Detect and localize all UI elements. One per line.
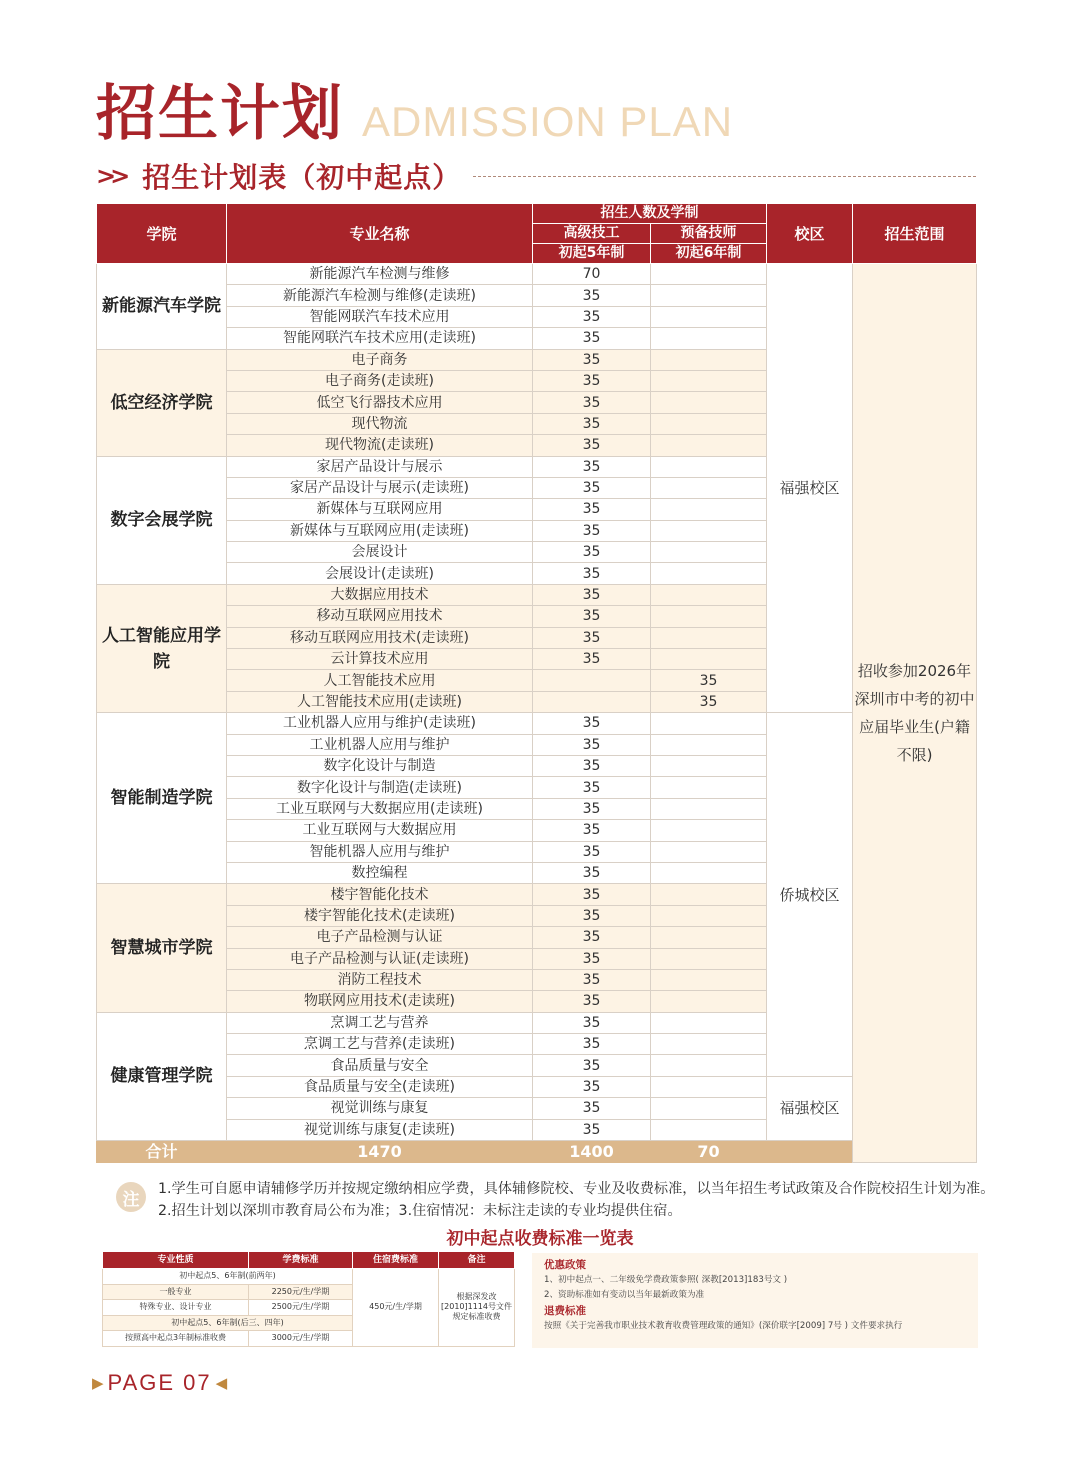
enroll-6yr — [651, 734, 767, 755]
enroll-6yr — [651, 755, 767, 776]
fee-head-lodging: 住宿费标准 — [353, 1252, 439, 1269]
major-name: 工业互联网与大数据应用(走读班) — [227, 798, 533, 819]
major-name: 数控编程 — [227, 862, 533, 883]
title-cn: 招生计划 — [96, 79, 344, 149]
enroll-5yr: 35 — [533, 884, 651, 905]
enroll-6yr: 35 — [651, 670, 767, 691]
fee-row-type: 一般专业 — [103, 1284, 249, 1300]
major-name: 家居产品设计与展示(走读班) — [227, 477, 533, 498]
major-name: 电子商务 — [227, 349, 533, 370]
enroll-5yr: 35 — [533, 1076, 651, 1097]
fee-head-remark: 备注 — [439, 1252, 515, 1269]
note-icon: 注 — [116, 1182, 146, 1212]
enroll-6yr — [651, 1098, 767, 1119]
admission-scope: 招收参加2026年深圳市中考的初中应届毕业生(户籍不限) — [853, 264, 977, 1163]
major-name: 电子商务(走读班) — [227, 370, 533, 391]
fee-row-tuition: 2500元/生/学期 — [249, 1300, 353, 1316]
note-line-1: 1.学生可自愿申请辅修学历并按规定缴纳相应学费，具体辅修院校、专业及收费标准，以当年招生考试政策及合作院校招生计划为准。 — [158, 1181, 995, 1197]
major-name: 智能网联汽车技术应用(走读班) — [227, 328, 533, 349]
enroll-6yr — [651, 649, 767, 670]
enroll-5yr: 35 — [533, 1098, 651, 1119]
major-name: 新媒体与互联网应用(走读班) — [227, 520, 533, 541]
enroll-5yr: 35 — [533, 435, 651, 456]
enroll-6yr — [651, 905, 767, 926]
college-name: 人工智能应用学院 — [97, 584, 227, 712]
major-name: 新能源汽车检测与维修(走读班) — [227, 285, 533, 306]
enroll-5yr: 35 — [533, 584, 651, 605]
notes — [116, 1178, 996, 1222]
table-row — [97, 713, 977, 734]
enroll-5yr: 35 — [533, 969, 651, 990]
major-name: 电子产品检测与认证(走读班) — [227, 948, 533, 969]
page-number — [92, 1370, 227, 1396]
college-name: 健康管理学院 — [97, 1012, 227, 1140]
fee-table — [102, 1251, 515, 1347]
policy-line: 1、初中起点一、二年级免学费政策参照( 深教[2013]183号文 ) — [544, 1275, 788, 1285]
total-all: 1470 — [227, 1141, 533, 1163]
enroll-5yr: 35 — [533, 755, 651, 776]
major-name: 烹调工艺与营养(走读班) — [227, 1034, 533, 1055]
enroll-5yr: 35 — [533, 627, 651, 648]
enroll-5yr: 35 — [533, 413, 651, 434]
major-name: 视觉训练与康复 — [227, 1098, 533, 1119]
enroll-5yr: 35 — [533, 1119, 651, 1140]
major-name: 家居产品设计与展示 — [227, 456, 533, 477]
enroll-5yr: 35 — [533, 349, 651, 370]
fee-row-type: 按照高中起点3年制标准收费 — [103, 1331, 249, 1347]
major-name: 工业互联网与大数据应用 — [227, 820, 533, 841]
enroll-6yr — [651, 264, 767, 285]
enroll-5yr: 35 — [533, 927, 651, 948]
enroll-5yr: 35 — [533, 777, 651, 798]
major-name: 会展设计(走读班) — [227, 563, 533, 584]
enroll-5yr: 35 — [533, 948, 651, 969]
enroll-6yr — [651, 820, 767, 841]
major-name: 楼宇智能化技术(走读班) — [227, 905, 533, 926]
college-name: 智慧城市学院 — [97, 884, 227, 1012]
header-years-5: 初起5年制 — [533, 244, 651, 264]
enroll-5yr — [533, 691, 651, 712]
enroll-6yr — [651, 606, 767, 627]
enroll-5yr: 70 — [533, 264, 651, 285]
enroll-6yr: 35 — [651, 691, 767, 712]
enroll-5yr: 35 — [533, 370, 651, 391]
enroll-5yr: 35 — [533, 820, 651, 841]
enroll-5yr: 35 — [533, 1055, 651, 1076]
major-name: 大数据应用技术 — [227, 584, 533, 605]
triangle-right-icon: ▶ — [92, 1374, 104, 1392]
enroll-6yr — [651, 306, 767, 327]
policy-line: 按照《关于完善我市职业技术教育收费管理政策的通知》(深价联字[2009] 7号 ) 文件要求执行 — [544, 1321, 903, 1331]
enroll-6yr — [651, 1119, 767, 1140]
college-name: 智能制造学院 — [97, 713, 227, 884]
enroll-6yr — [651, 584, 767, 605]
double-chevron-icon: >> — [96, 162, 125, 190]
enroll-6yr — [651, 499, 767, 520]
enroll-5yr: 35 — [533, 905, 651, 926]
header-type-senior: 高级技工 — [533, 224, 651, 244]
enroll-5yr: 35 — [533, 1034, 651, 1055]
enroll-6yr — [651, 1055, 767, 1076]
enroll-5yr: 35 — [533, 1012, 651, 1033]
major-name: 楼宇智能化技术 — [227, 884, 533, 905]
header-enroll-group: 招生人数及学制 — [533, 204, 767, 224]
title-en: ADMISSION PLAN — [362, 98, 734, 145]
enroll-6yr — [651, 477, 767, 498]
table-row — [97, 264, 977, 285]
policy-line: 2、资助标准如有变动以当年最新政策为准 — [544, 1290, 705, 1300]
major-name: 低空飞行器技术应用 — [227, 392, 533, 413]
header-type-technician: 预备技师 — [651, 224, 767, 244]
major-name: 会展设计 — [227, 542, 533, 563]
enroll-5yr: 35 — [533, 991, 651, 1012]
fee-row-type: 特殊专业、设计专业 — [103, 1300, 249, 1316]
total-campus-blank — [767, 1141, 853, 1163]
major-name: 现代物流(走读班) — [227, 435, 533, 456]
college-name: 低空经济学院 — [97, 349, 227, 456]
enroll-5yr: 35 — [533, 649, 651, 670]
enroll-6yr — [651, 991, 767, 1012]
header-years-6: 初起6年制 — [651, 244, 767, 264]
fee-lodging: 450元/生/学期 — [353, 1269, 439, 1347]
enroll-6yr — [651, 328, 767, 349]
enroll-6yr — [651, 713, 767, 734]
header-major: 专业名称 — [227, 204, 533, 264]
enroll-6yr — [651, 948, 767, 969]
enroll-5yr: 35 — [533, 285, 651, 306]
major-name: 食品质量与安全 — [227, 1055, 533, 1076]
major-name: 智能网联汽车技术应用 — [227, 306, 533, 327]
major-name: 人工智能技术应用(走读班) — [227, 691, 533, 712]
policy-heading-discount: 优惠政策 — [544, 1259, 586, 1271]
enroll-5yr: 35 — [533, 456, 651, 477]
enroll-6yr — [651, 563, 767, 584]
fee-row-tuition: 3000元/生/学期 — [249, 1331, 353, 1347]
enroll-6yr — [651, 798, 767, 819]
major-name: 工业机器人应用与维护 — [227, 734, 533, 755]
enroll-6yr — [651, 435, 767, 456]
fee-row-tuition: 2250元/生/学期 — [249, 1284, 353, 1300]
fee-section-1: 初中起点5、6年制(前两年) — [103, 1269, 353, 1285]
policy-heading-refund: 退费标准 — [544, 1305, 586, 1317]
enroll-6yr — [651, 927, 767, 948]
major-name: 数字化设计与制造 — [227, 755, 533, 776]
header-scope: 招生范围 — [853, 204, 977, 264]
college-name: 数字会展学院 — [97, 456, 227, 584]
enroll-6yr — [651, 1034, 767, 1055]
major-name: 物联网应用技术(走读班) — [227, 991, 533, 1012]
enroll-5yr: 35 — [533, 542, 651, 563]
enroll-6yr — [651, 456, 767, 477]
fee-remark: 根据深发改[2010]1114号文件规定标准收费 — [439, 1269, 515, 1347]
enroll-6yr — [651, 841, 767, 862]
enroll-5yr: 35 — [533, 563, 651, 584]
dashed-divider — [473, 176, 976, 177]
policy-box — [532, 1253, 978, 1348]
major-name: 移动互联网应用技术 — [227, 606, 533, 627]
enroll-5yr: 35 — [533, 306, 651, 327]
fee-head-type: 专业性质 — [103, 1252, 249, 1269]
enroll-6yr — [651, 884, 767, 905]
major-name: 烹调工艺与营养 — [227, 1012, 533, 1033]
major-name: 视觉训练与康复(走读班) — [227, 1119, 533, 1140]
major-name: 现代物流 — [227, 413, 533, 434]
enroll-6yr — [651, 969, 767, 990]
fee-section-2: 初中起点5、6年制(后三、四年) — [103, 1315, 353, 1331]
total-6yr: 70 — [651, 1141, 767, 1163]
total-label: 合计 — [97, 1141, 227, 1163]
enroll-6yr — [651, 349, 767, 370]
enroll-5yr: 35 — [533, 499, 651, 520]
enroll-5yr — [533, 670, 651, 691]
admission-plan-table — [96, 203, 977, 1163]
major-name: 工业机器人应用与维护(走读班) — [227, 713, 533, 734]
fee-head-tuition: 学费标准 — [249, 1252, 353, 1269]
section-header — [96, 156, 976, 196]
campus-name: 侨城校区 — [767, 713, 853, 1077]
enroll-6yr — [651, 862, 767, 883]
enroll-6yr — [651, 542, 767, 563]
major-name: 消防工程技术 — [227, 969, 533, 990]
campus-name: 福强校区 — [767, 264, 853, 713]
enroll-6yr — [651, 520, 767, 541]
college-name: 新能源汽车学院 — [97, 264, 227, 350]
header-campus: 校区 — [767, 204, 853, 264]
major-name: 新媒体与互联网应用 — [227, 499, 533, 520]
enroll-5yr: 35 — [533, 713, 651, 734]
enroll-5yr: 35 — [533, 798, 651, 819]
section-title: 招生计划表（初中起点） — [142, 161, 462, 194]
campus-name: 福强校区 — [767, 1076, 853, 1140]
header-college: 学院 — [97, 204, 227, 264]
fee-table-title: 初中起点收费标准一览表 — [446, 1229, 634, 1249]
enroll-5yr: 35 — [533, 477, 651, 498]
total-row — [97, 1141, 977, 1163]
table-row — [97, 1076, 977, 1097]
enroll-5yr: 35 — [533, 862, 651, 883]
major-name: 云计算技术应用 — [227, 649, 533, 670]
major-name: 移动互联网应用技术(走读班) — [227, 627, 533, 648]
major-name: 食品质量与安全(走读班) — [227, 1076, 533, 1097]
enroll-6yr — [651, 285, 767, 306]
enroll-5yr: 35 — [533, 392, 651, 413]
enroll-6yr — [651, 370, 767, 391]
enroll-5yr: 35 — [533, 841, 651, 862]
major-name: 人工智能技术应用 — [227, 670, 533, 691]
enroll-5yr: 35 — [533, 734, 651, 755]
enroll-6yr — [651, 777, 767, 798]
major-name: 智能机器人应用与维护 — [227, 841, 533, 862]
total-5yr: 1400 — [533, 1141, 651, 1163]
enroll-6yr — [651, 1076, 767, 1097]
major-name: 电子产品检测与认证 — [227, 927, 533, 948]
note-line-2: 2.招生计划以深圳市教育局公布为准；3.住宿情况：未标注走读的专业均提供住宿。 — [158, 1203, 682, 1219]
enroll-6yr — [651, 627, 767, 648]
major-name: 数字化设计与制造(走读班) — [227, 777, 533, 798]
page-label: PAGE 07 — [107, 1370, 212, 1395]
enroll-5yr: 35 — [533, 328, 651, 349]
triangle-left-icon: ◀ — [215, 1374, 228, 1392]
page-title — [96, 78, 733, 150]
enroll-6yr — [651, 392, 767, 413]
enroll-6yr — [651, 413, 767, 434]
major-name: 新能源汽车检测与维修 — [227, 264, 533, 285]
enroll-5yr: 35 — [533, 520, 651, 541]
enroll-6yr — [651, 1012, 767, 1033]
enroll-5yr: 35 — [533, 606, 651, 627]
